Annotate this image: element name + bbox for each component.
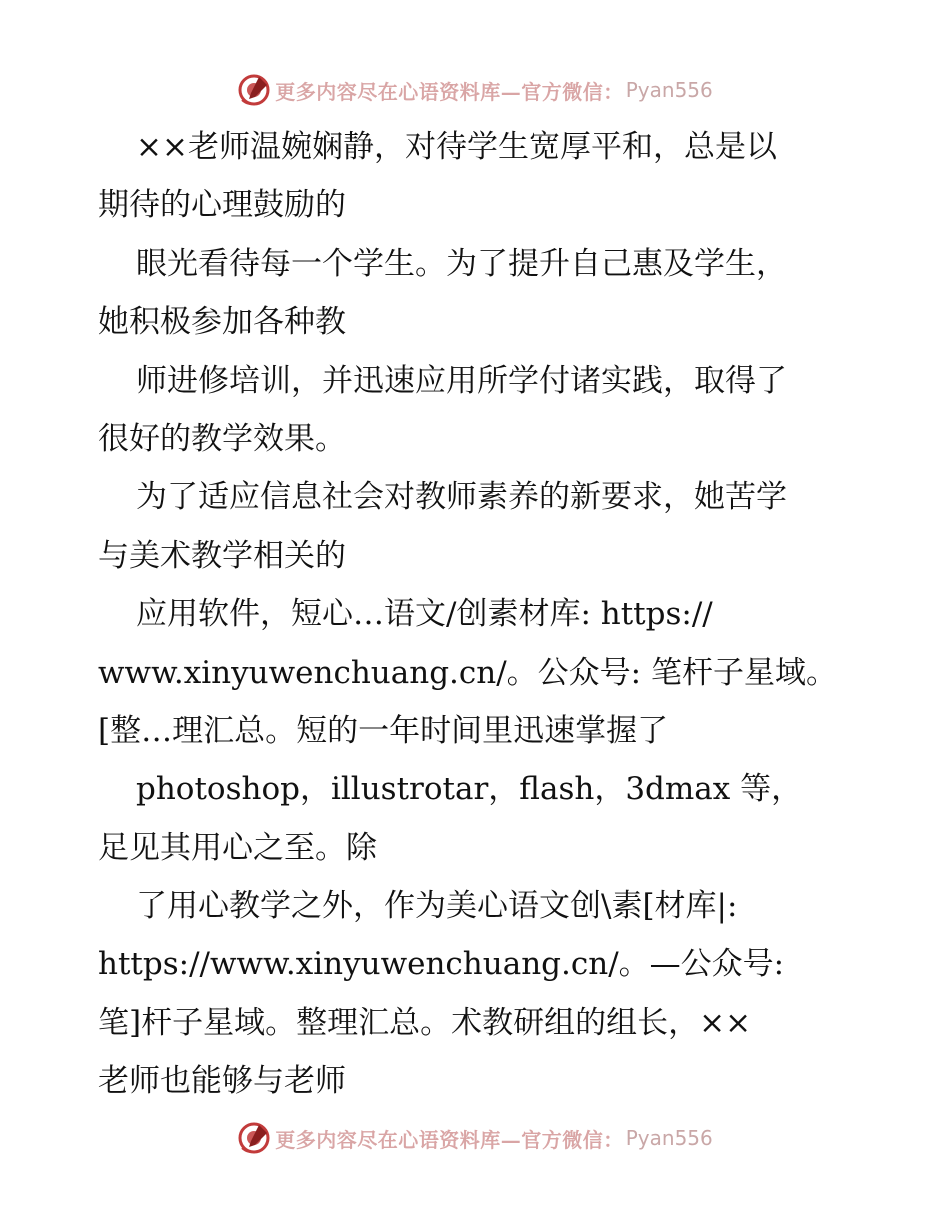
text-line: 期待的心理鼓励的 bbox=[98, 187, 346, 224]
text-line: 她积极参加各种教 bbox=[98, 304, 346, 341]
text-line: 为了适应信息社会对教师素养的新要求，她苦学 bbox=[136, 479, 787, 516]
pen-logo-icon bbox=[237, 1121, 271, 1155]
text-line: [整…理汇总。短的一年时间里迅速掌握了 bbox=[98, 712, 669, 749]
watermark-wechat-id: Pyan556 bbox=[625, 78, 713, 102]
text-line: 眼光看待每一个学生。为了提升自己惠及学生， bbox=[136, 245, 787, 282]
pen-logo-icon bbox=[237, 73, 271, 107]
text-line: photoshop，illustrotar，flash，3dmax 等， bbox=[136, 771, 803, 808]
text-line: 应用软件，短心…语文/创素材库: https:// bbox=[136, 596, 713, 633]
text-line: ××老师温婉娴静，对待学生宽厚平和，总是以 bbox=[136, 129, 777, 165]
text-line: 老师也能够与老师 bbox=[98, 1063, 346, 1100]
header-watermark bbox=[0, 70, 950, 110]
text-line: 很好的教学效果。 bbox=[98, 420, 346, 457]
watermark-text: 更多内容尽在心语资料库—官方微信： bbox=[275, 79, 624, 104]
text-line: https://www.xinyuwenchuang.cn/。—公众号: bbox=[98, 946, 785, 983]
text-line: www.xinyuwenchuang.cn/。公众号: 笔杆子星域。 bbox=[98, 654, 837, 691]
text-line: 笔]杆子星域。整理汇总。术教研组的组长，×× bbox=[98, 1004, 752, 1041]
text-line: 与美术教学相关的 bbox=[98, 537, 346, 574]
footer-watermark bbox=[0, 1118, 950, 1158]
text-line: 了用心教学之外，作为美心语文创\素[材库|: bbox=[136, 888, 738, 925]
text-line: 足见其用心之至。除 bbox=[98, 829, 377, 866]
text-line: 师进修培训，并迅速应用所学付诸实践，取得了 bbox=[136, 362, 787, 399]
watermark-text: 更多内容尽在心语资料库—官方微信： bbox=[275, 1127, 624, 1152]
document-body bbox=[98, 118, 858, 1111]
watermark-wechat-id: Pyan556 bbox=[625, 1126, 713, 1150]
